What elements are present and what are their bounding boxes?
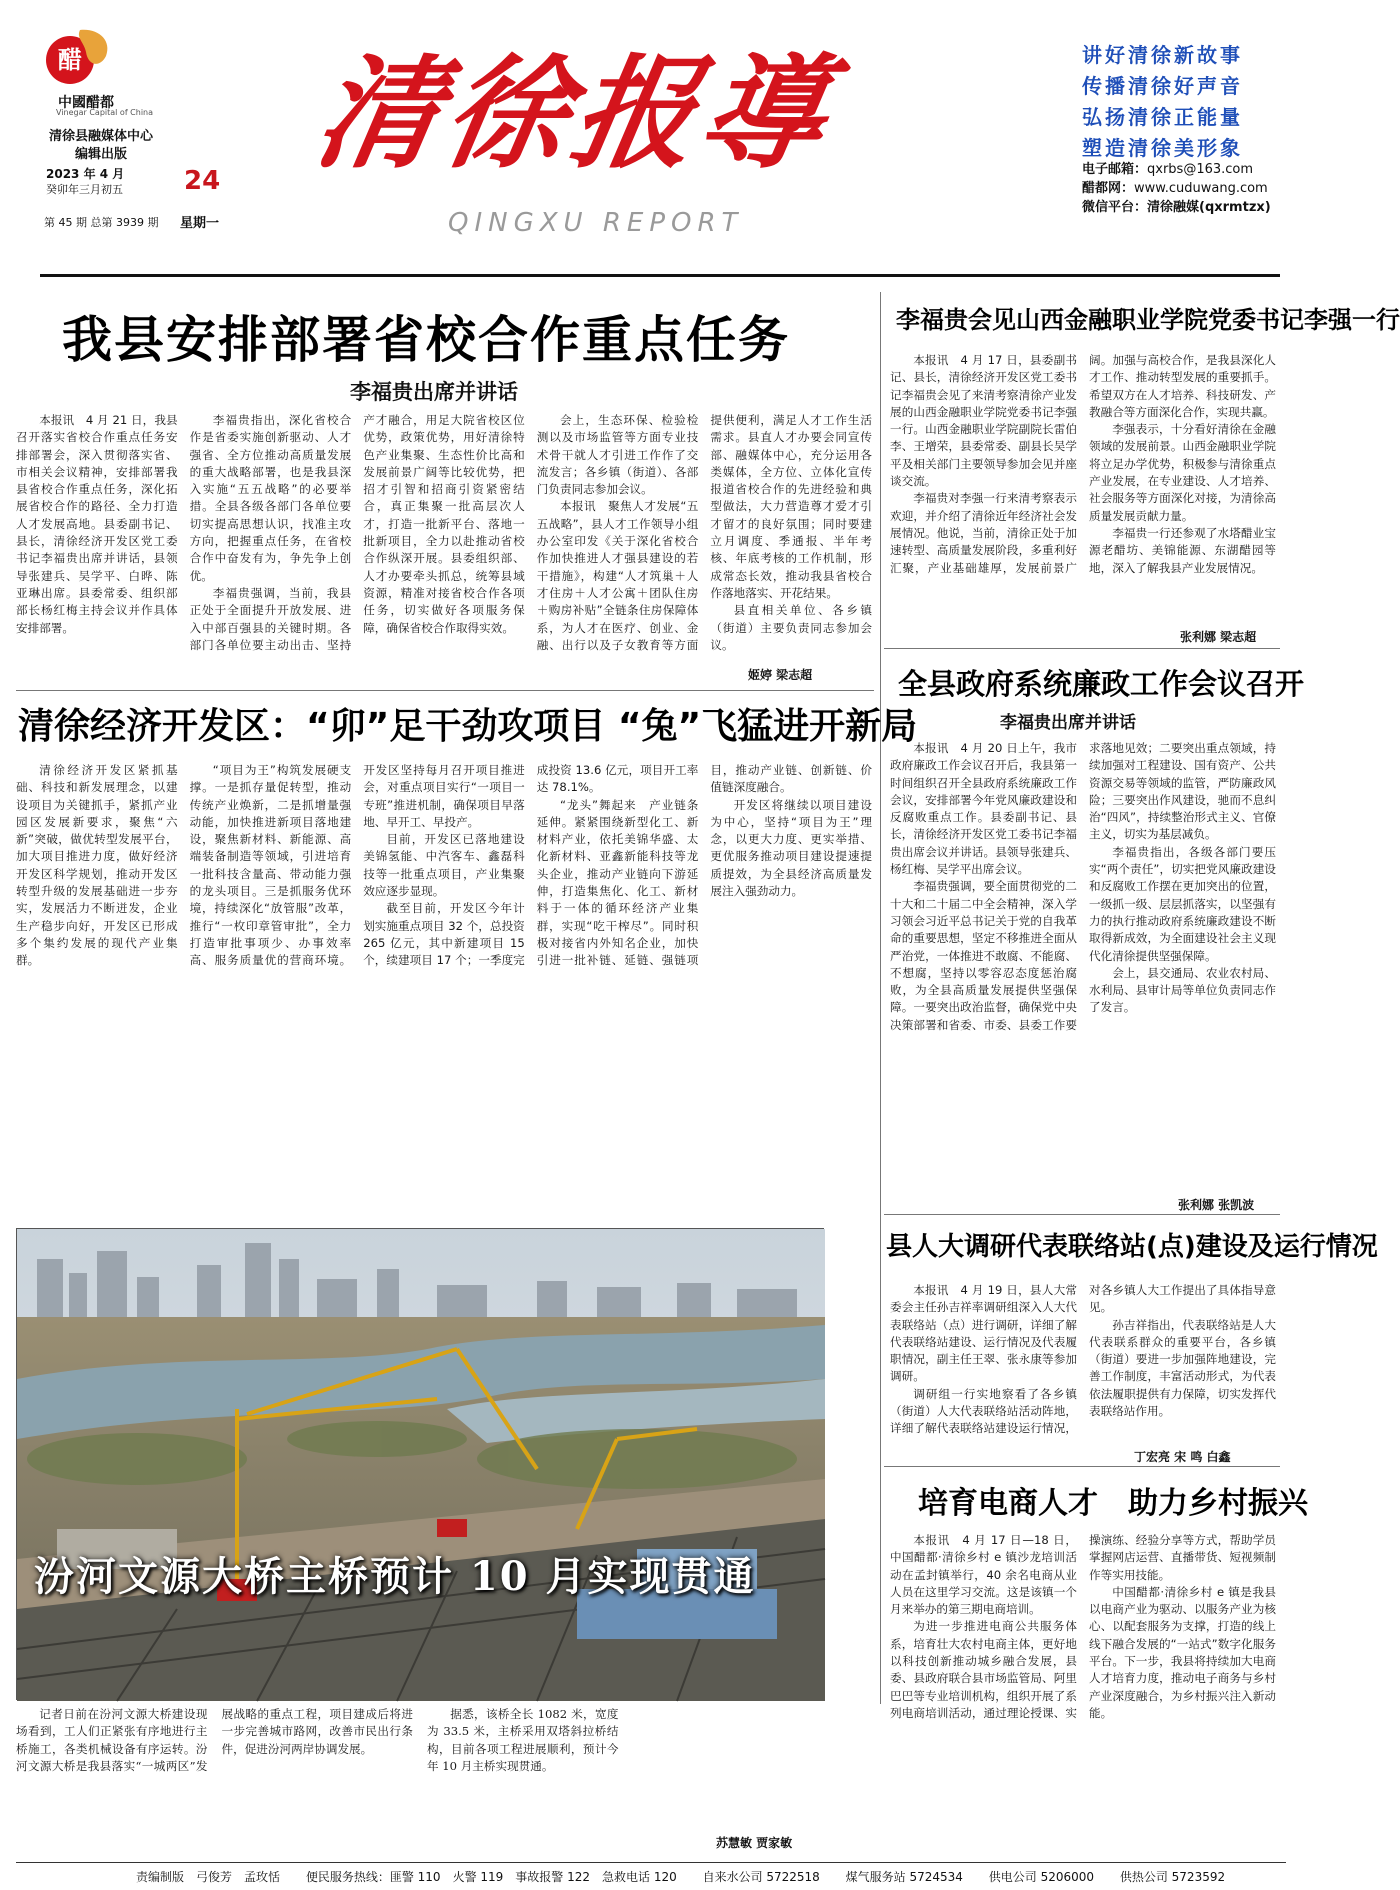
photo-article-body bbox=[16, 1706, 824, 1856]
paragraph: 县直相关单位、各乡镇（街道）主要负责同志参加会议。 bbox=[710, 603, 872, 652]
contact-info bbox=[1082, 160, 1271, 217]
section-divider bbox=[884, 1466, 1280, 1467]
paper-title: 清徐报導 bbox=[305, 41, 843, 185]
article-1-body bbox=[16, 412, 872, 682]
paragraph: 李强表示，十分看好清徐在金融领域的发展前景。山西金融职业学院将立足办学优势，积极参与清徐重点产业发展，在专业建设、人才培养、社会服务等方面深化对接，为清徐高质量发展贡献力量。 bbox=[1089, 422, 1276, 523]
paragraph: 本报讯 4 月 17 日—18 日，中国醋都·清徐乡村 e 镇沙龙培训活动在孟封镇举行，40 余名电商从业人员在这里学习交流。这是该镇一个月来举办的第三期电商培训。 bbox=[890, 1533, 1077, 1617]
issue-day: 24 bbox=[184, 166, 221, 196]
article-4-byline: 张利娜 张凯波 bbox=[1178, 1198, 1255, 1212]
lunar-date: 癸卯年三月初五 bbox=[46, 183, 123, 196]
paragraph: 本报讯 4 月 17 日，县委副书记、县长，清徐经济开发区党工委书记李福贵会见了来清考察清徐产业发展的山西金融职业学院党委书记李强一行。山西金融职业学院副院长雷伯李、王增荣，县委常委、副县长吴学平及相关部门主要领导参加会见并座谈交流。 bbox=[890, 353, 1077, 489]
paragraph: 孙吉祥指出，代表联络站是人大代表联系群众的重要平台，各乡镇（街道）要进一步加强阵地建设，完善工作制度，丰富活动形式，为代表依法履职提供有力保障，切实发挥代表联络站作用。 bbox=[1089, 1317, 1276, 1419]
paragraph: 调研组一行实地察看了各乡镇（街道）人大代表联络站活动阵地，详细了解代表联络站建设运行情况，对各乡镇人大工作提出了具体指导意见。 bbox=[890, 1283, 1276, 1436]
paragraph: 本报讯 4 月 20 日上午，我市政府廉政工作会议召开后，我县第一时间组织召开全县政府系统廉政工作会议，安排部署今年党风廉政建设和反腐败重点工作。县委副书记、县长，清徐经济开发区党工委书记李福贵出席会议并讲话。县领导张建兵、杨红梅、吴学平出席会议。 bbox=[890, 741, 1077, 877]
paragraph: 本报讯 4 月 21 日，我县召开落实省校合作重点任务安排部署会，深入贯彻落实省、市相关会议精神，安排部署我县省校合作重点任务，深化拓展省校合作的路径、全力打造人才发展高地。县委副书记、县长，清徐经济开发区党工委书记李福贵出席并讲话，县领导张建兵、吴学平、白晔、陈亚琳出席。县委常委、组织部部长杨红梅主持会议并作具体安排部署。 bbox=[16, 413, 178, 635]
article-2-byline: 张利娜 梁志超 bbox=[1180, 630, 1257, 644]
paragraph: 开发区将继续以项目建设为中心，坚持“项目为王”理念，以更大力度、更实举措、更优服务推动项目建设提速提质提效，为全县经济高质量发展注入强劲动力。 bbox=[710, 797, 872, 899]
publisher-role: 编辑出版 bbox=[74, 147, 127, 162]
photo-article-byline: 苏慧敏 贾家敏 bbox=[716, 1836, 793, 1850]
article-1-byline: 姬婷 梁志超 bbox=[748, 668, 813, 682]
bridge-photo-illustration bbox=[17, 1229, 825, 1701]
article-4-subtitle: 李福贵出席并讲话 bbox=[1000, 713, 1136, 733]
article-6-headline[interactable]: 培育电商人才 助力乡村振兴 bbox=[918, 1486, 1308, 1521]
paragraph: 李福贵对李强一行来清考察表示欢迎，并介绍了清徐近年经济社会发展情况。他说，当前，清徐正处于加速转型、高质量发展阶段，多重利好汇聚，产业基础雄厚，发展前景广阔。加强与高校合作，是我县深化人才工作、推动转型发展的重要抓手。希望双方在人才培养、科技研发、产教融合等方面深化合作，实现共赢。 bbox=[890, 353, 1276, 575]
slogan-line: 塑造清徐美形象 bbox=[1082, 136, 1243, 160]
footer bbox=[136, 1868, 1247, 1885]
paragraph: 李福贵指出，深化省校合作是省委实施创新驱动、人才强省、全方位推动高质量发展的重大战略部署，也是我县深入实施“五五战略”的必要举措。全县各级各部门各单位要切实提高思想认识，找准主攻方向，把握重点任务，在省校合作中奋发有为，争先争上创优。 bbox=[189, 413, 352, 583]
email-label: 电子邮箱： bbox=[1082, 162, 1148, 177]
masthead-rule bbox=[40, 274, 1280, 277]
section-divider bbox=[16, 690, 874, 691]
paragraph: “龙头”舞起来 产业链条延伸。紧紧围绕新型化工、新材料产业，依托美锦华盛、太化新材料、亚鑫新能科技等龙头企业，推动产业链向下游延伸，打造集焦化、化工、新材料于一体的循环经济产业集群，实现“吃干榨尽”。同时积极对接省内外知名企业，加快引进一批补链、延链、强链项目，推动产业链、创新链、价值链深度融合。 bbox=[536, 763, 872, 968]
paragraph: “项目为王”构筑发展硬支撑。一是抓存量促转型，推动传统产业焕新，二是抓增量强动能，加快推进新项目落地建设，聚焦新材料、新能源、高端装备制造等领域，引进培育一批科技含量高、带动能力强的龙头项目。三是抓服务优环境，持续深化“放管服”改革，推行“一枚印章管审批”，全力打造审批事项少、办事效率高、服务质量优的营商环境。开发区坚持每月召开项目推进会，对重点项目实行“一项目一专班”推进机制，确保项目早落地、早开工、早投产。 bbox=[189, 763, 525, 968]
paragraph: 李福贵强调，当前，我县正处于全面提升开放发展、进入中部百强县的关键时期。各部门各单位要主动出击、坚持产才融合，用足大院省校区位优势，政策优势，用好清徐特色产业集聚、生态性价比高和发展前景广阔等比较优势，把招才引智和招商引资紧密结合，真正集聚一批高层次人才，打造一批新平台、落地一批新项目，全力以赴推动省校合作纵深开展。县委组织部、人才办要牵头抓总，统筹县域资源，精准对接省校合作各项任务，切实做好各项服务保障，确保省校合作取得实效。 bbox=[189, 413, 525, 652]
article-2-body bbox=[890, 352, 1276, 642]
column-divider bbox=[880, 292, 881, 1704]
photo-caption: 汾河文源大桥主桥预计 10 月实现贯通 bbox=[34, 1553, 756, 1600]
paragraph: 李福贵一行还参观了水塔醋业宝源老醋坊、美锦能源、东湖醋园等地，深入了解我县产业发展情况。 bbox=[1089, 525, 1276, 575]
publisher bbox=[42, 128, 160, 164]
date-block bbox=[46, 166, 124, 198]
footer-rule bbox=[16, 1862, 1286, 1863]
article-5-body bbox=[890, 1282, 1276, 1466]
slogan-line: 讲好清徐新故事 bbox=[1082, 43, 1243, 67]
weekday: 星期一 bbox=[180, 216, 220, 231]
logo-cn: 中國醋都 bbox=[58, 95, 114, 111]
paragraph: 本报讯 聚焦人才发展“五五战略”，县人才工作领导小组办公室印发《关于深化省校合作加快推进人才强县建设的若干措施》，构建“人才筑巢＋人才住房＋人才公寓＋团队住房＋购房补贴”全链条住房保障体系，为人才在医疗、创业、金融、出行以及子女教育等方面提供便利，满足人才工作生活需求。县直人才办要会同宣传部、融媒体中心，充分运用各类媒体，全方位、立体化宣传报道省校合作的先进经验和典型做法，大力营造尊才爱才引才留才的良好氛围；同时要建立月调度、季通报、半年考核、年底考核的工作机制，形成常态长效，推动我县省校合作落地落实、开花结果。 bbox=[536, 413, 872, 652]
logo-en: Vinegar Capital of China bbox=[56, 108, 154, 117]
footer-power: 供电公司 5206000 bbox=[988, 1870, 1095, 1884]
section-divider bbox=[884, 1214, 1280, 1215]
wechat-account: 清徐融媒(qxrmtzx) bbox=[1147, 200, 1271, 215]
paragraph: 为进一步推进电商公共服务体系，培育壮大农村电商主体，更好地以科技创新推动城乡融合发展，县委、县政府联合县市场监管局、阿里巴巴等专业培训机构，组织开展了系列电商培训活动，通过理论授课、实操演练、经验分享等方式，帮助学员掌握网店运营、直播带货、短视频制作等实用技能。 bbox=[890, 1533, 1276, 1720]
email-link[interactable]: qxrbs@163.com bbox=[1147, 162, 1254, 177]
publisher-name: 清徐县融媒体中心 bbox=[48, 129, 153, 144]
slogan-line: 弘扬清徐正能量 bbox=[1082, 105, 1243, 129]
logo-char: 醋 bbox=[58, 45, 82, 74]
article-6-body bbox=[890, 1532, 1276, 1854]
paragraph: 中国醋都·清徐乡村 e 镇是我县以电商产业为驱动、以服务产业为核心、以配套服务为支撑，打造的线上线下融合发展的“一站式”数字化服务平台。下一步，我县将持续加大电商人才培育力度，推动电子商务与乡村产业深度融合，为乡村振兴注入新动能。 bbox=[1089, 1584, 1276, 1720]
logo-seal bbox=[40, 22, 116, 88]
paragraph: 记者日前在汾河文源大桥建设现场看到，工人们正紧张有序地进行主桥施工，各类机械设备有序运转。汾河文源大桥是我县落实“一城两区”发展战略的重点工程，项目建成后将进一步完善城市路网，改善市民出行条件，促进汾河两岸协调发展。 bbox=[16, 1707, 413, 1773]
paragraph: 截至目前，开发区今年计划实施重点项目 32 个，总投资 265 亿元，其中新建项目 15 个，续建项目 17 个；一季度完成投资 13.6 亿元，项目开工率达 78.1%。 bbox=[363, 763, 699, 968]
slogans bbox=[1082, 40, 1243, 164]
footer-gas: 煤气服务站 5724534 bbox=[845, 1870, 963, 1884]
paragraph: 李福贵强调，要全面贯彻党的二十大和二十届二中全会精神，深入学习领会习近平总书记关于党的自我革命的重要思想，坚定不移推进全面从严治党，一体推进不敢腐、不能腐、不想腐，坚持以零容忍态度惩治腐败，为全县高质量发展提供坚强保障。一要突出政治监督，确保党中央决策部署和省委、市委、县委工作要求落地见效；二要突出重点领域，持续加强对工程建设、国有资产、公共资源交易等领域的监管，严防廉政风险；三要突出作风建设，驰而不息纠治“四风”，持续整治形式主义、官僚主义，切实为基层减负。 bbox=[890, 741, 1276, 1032]
article-1-subtitle: 李福贵出席并讲话 bbox=[350, 379, 518, 404]
issue-number: 第 45 期 总第 3939 期 bbox=[44, 216, 159, 229]
paragraph: 会上，生态环保、检验检测以及市场监管等方面专业技术骨干就人才引进工作作了交流发言；各乡镇（街道）、各部门负责同志参加会议。 bbox=[536, 413, 699, 497]
paragraph: 本报讯 4 月 19 日，县人大常委会主任孙吉祥率调研组深入人大代表联络站（点）进行调研，详细了解代表联络站建设、运行情况及代表履职情况，副主任王翠、张永康等参加调研。 bbox=[890, 1283, 1077, 1384]
footer-heat: 供热公司 5723592 bbox=[1119, 1870, 1226, 1884]
article-1-headline[interactable]: 我县安排部署省校合作重点任务 bbox=[62, 311, 790, 369]
article-2-headline[interactable]: 李福贵会见山西金融职业学院党委书记李强一行 bbox=[896, 306, 1400, 334]
slogan-line: 传播清徐好声音 bbox=[1082, 74, 1243, 98]
article-3-headline[interactable]: 清徐经济开发区：“卯”足干劲攻项目 “兔”飞猛进开新局 bbox=[18, 706, 918, 747]
footer-water: 自来水公司 5722518 bbox=[702, 1870, 820, 1884]
issue-date: 2023 年 4 月 bbox=[46, 167, 125, 181]
bridge-construction-photo[interactable] bbox=[16, 1228, 824, 1700]
footer-hotline: 便民服务热线：匪警 110 火警 119 事故报警 122 急救电话 120 bbox=[305, 1870, 677, 1884]
article-5-headline[interactable]: 县人大调研代表联络站(点)建设及运行情况 bbox=[886, 1232, 1378, 1262]
article-4-headline[interactable]: 全县政府系统廉政工作会议召开 bbox=[898, 667, 1305, 701]
paragraph: 据悉，该桥全长 1082 米，宽度为 33.5 米，主桥采用双塔斜拉桥结构，目前各项工程进展顺利，预计今年 10 月主桥实现贯通。 bbox=[427, 1707, 619, 1773]
section-divider bbox=[884, 648, 1280, 649]
paragraph: 目前，开发区已落地建设美锦氢能、中汽客车、鑫磊科技等一批重点项目，产业集聚效应逐步显现。 bbox=[363, 832, 525, 899]
site-link[interactable]: www.cuduwang.com bbox=[1134, 181, 1268, 196]
paragraph: 会上，县交通局、农业农村局、水利局、县审计局等单位负责同志作了发言。 bbox=[1089, 965, 1276, 1015]
article-5-byline: 丁宏亮 宋 鸣 白鑫 bbox=[1134, 1450, 1231, 1464]
paper-title-en: QINGXU REPORT bbox=[448, 208, 744, 238]
wechat-label: 微信平台： bbox=[1082, 200, 1148, 215]
paragraph: 李福贵指出，各级各部门要压实“两个责任”，切实把党风廉政建设和反腐败工作摆在更加突出的位置，一级抓一级、层层抓落实，以坚强有力的执行推动政府系统廉政建设不断取得新成效，为全面建设社会主义现代化清徐提供坚强保障。 bbox=[1089, 844, 1276, 963]
footer-editor: 责编制版 弓俊芳 孟玫恬 bbox=[136, 1870, 281, 1884]
site-label: 醋都网： bbox=[1082, 181, 1135, 196]
article-3-body bbox=[16, 762, 872, 1204]
article-4-body bbox=[890, 740, 1276, 1196]
paragraph: 清徐经济开发区紧抓基础、科技和新发展理念，以建设项目为关键抓手，紧抓产业园区发展新要求，聚焦“六新”突破，做优转型发展平台，加大项目推进力度，做好经济开发区科学规划，推动开发区转型升级的发展基础进一步夯实，发展活力不断迸发，企业生产稳步向好，开发区已形成多个集约发展的现代产业集群。 bbox=[16, 763, 178, 968]
